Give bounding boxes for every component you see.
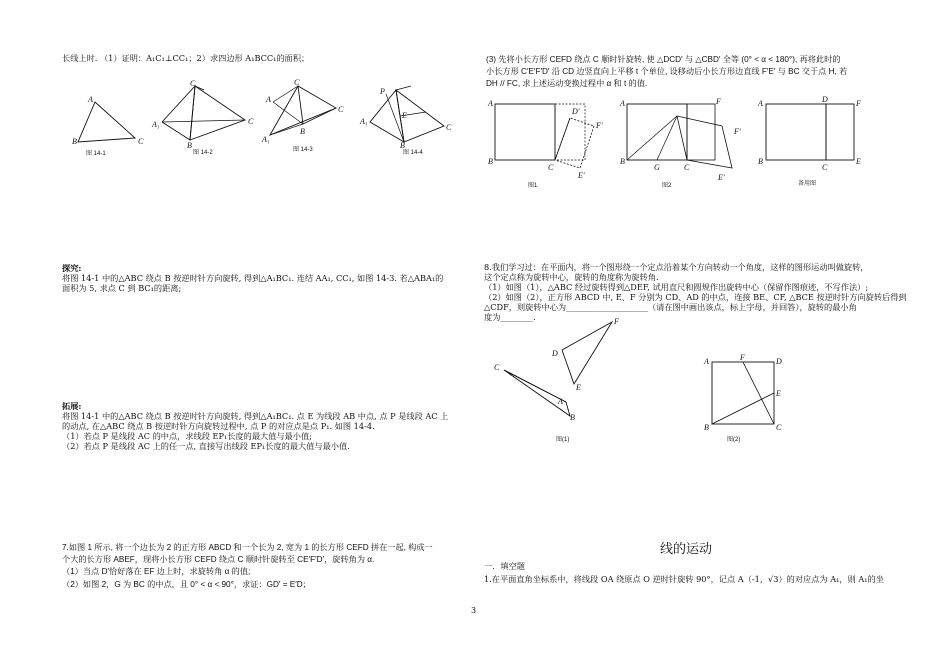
fill-q1-line: 1.在平面直角坐标系中，将线段 OA 绕原点 O 逆时针旋转 90°，记点 A（-1，√3）的对应点为 A₁，则 A₁的坐 (484, 574, 884, 584)
label-d: D (776, 357, 782, 366)
label-fp: F′ (596, 121, 603, 130)
label-c: C (338, 105, 344, 114)
q3-figure-spare (758, 96, 868, 176)
q8-caption-1: 图(1) (556, 437, 570, 443)
figure-14-1 (70, 92, 150, 162)
label-f: F (614, 317, 619, 326)
label-b: B (187, 141, 192, 150)
label-c1: C (294, 78, 300, 87)
top-line: 长线上时. （1）证明：A₁C₁⊥CC₁；2）求四边形 A₁BCC₁的面积； (62, 53, 310, 63)
label-c: C (776, 423, 782, 432)
explore-line-1: 将图 14-1 中的△ABC 绕点 B 按逆时针方向旋转, 得到△A₁BC₁. 连结 AA₁, CC₁, 如图 14-3. 若△ABA₁的 (62, 273, 444, 283)
caption-fig-14-4: 图 14-4 (403, 150, 423, 156)
caption-fig-14-2: 图 14-2 (193, 150, 213, 156)
q3-line-3: DH // FC, 求上述运动变换过程中 α 和 t 的值. (486, 79, 648, 88)
section-sub: 一．填空题 (484, 561, 525, 571)
q7-line-4: （2）如图 2，G 为 BC 的中点，且 0° < α < 90°，求证：GD′ = E′D； (62, 580, 311, 589)
q3-figure-2 (622, 96, 752, 186)
q3-figure-1 (490, 96, 610, 186)
q8-line-3: （1）如图（1），△ABC 经过旋转得到△DEF, 试用直尺和圆规作出旋转中心（保留作图痕迹，不写作法）; (484, 282, 869, 292)
label-a: A (558, 397, 563, 406)
label-a: A (88, 95, 93, 104)
label-c: C (548, 163, 554, 172)
label-a: A (620, 99, 625, 108)
label-b: B (72, 137, 77, 146)
label-b: B (570, 413, 575, 422)
q8-line-2: 这个定点称为旋转中心，旋转的角度称为旋转角. (484, 272, 659, 282)
label-p: P (380, 87, 385, 96)
label-e: E (776, 389, 781, 398)
caption-fig-14-1: 图 14-1 (86, 151, 106, 157)
label-d: D (552, 349, 558, 358)
q8-line-5: △CDF，则旋转中心为____________________（请在图中画出该点，标上字母，并回答），旋转的最小角 (484, 302, 857, 312)
extend-line-2: 的动点, 在△ABC 绕点 B 按逆时针方向旋转过程中, 点 P 的对应点是点 P₁. 如图 14-4. (62, 421, 375, 431)
label-c: C (684, 163, 690, 172)
caption-fig-14-3: 图 14-3 (293, 147, 313, 153)
extend-line-4: （2）若点 P 是线段 AC 上的任一点, 直接写出线段 EP₁长度的最大值与最小值. (62, 441, 350, 451)
label-a: A (704, 357, 709, 366)
label-c: C (248, 117, 254, 126)
label-e: E (402, 111, 407, 120)
explore-line-2: 面积为 5, 求点 C 到 BC₁的距离; (62, 283, 182, 293)
explore-heading: 探究: (62, 263, 82, 273)
label-b: B (400, 141, 405, 150)
q3-caption-spare: 备用图 (798, 181, 817, 187)
label-g: G (654, 163, 660, 172)
label-c: C (494, 363, 500, 372)
q8-figure-1 (492, 318, 632, 438)
q7-line-2: 个大的长方形 ABEF，现将小长方形 CEFD 绕点 C 顺时针旋转至 CE′F′D′，旋转角为 α. (62, 555, 375, 564)
q8-figure-2 (700, 352, 800, 436)
label-f: F (716, 97, 721, 106)
label-b: B (488, 157, 493, 166)
label-a: A (488, 99, 493, 108)
label-d: D (822, 95, 828, 104)
label-c1: C (190, 79, 196, 88)
label-e: E (576, 383, 581, 392)
page-number: 3 (471, 606, 477, 615)
label-b: B (620, 157, 625, 166)
extend-heading: 拓展: (62, 401, 82, 411)
q8-line-6: 度为________. (484, 312, 536, 322)
label-e: E (856, 157, 861, 166)
q8-caption-2: 图(2) (727, 437, 741, 443)
q3-caption-2: 图2 (662, 183, 672, 189)
label-c: C (138, 137, 144, 146)
q8-line-4: （2）如图（2），正方形 ABCD 中, E、F 分别为 CD、AD 的中点，连接 BE、CF, △BCE 按逆时针方向旋转后得到 (484, 292, 907, 302)
label-a1: A₁ (152, 120, 160, 129)
q3-caption-1: 图1 (528, 183, 538, 189)
figure-14-4 (356, 82, 456, 152)
label-b: B (704, 423, 709, 432)
figure-14-3 (258, 80, 348, 150)
label-b: B (300, 127, 305, 136)
q3-line-2: 小长方形 C′E′F′D′ 沿 CD 边竖直向上平移 t 个单位, 设移动后小长方形边直线 F′E′ 与 BC 交于点 H, 若 (486, 67, 848, 76)
label-a: A (266, 95, 271, 104)
label-dp: D′ (572, 107, 580, 116)
q3-line-1: (3) 先将小长方形 CEFD 绕点 C 顺时针旋转, 使 △DCD′ 与 △CBD′ 全等 (0° < α < 180°), 再将此时的 (486, 55, 841, 64)
label-ep: E′ (578, 171, 585, 180)
label-a1: A₁ (360, 117, 368, 126)
label-fp: F′ (734, 127, 741, 136)
label-f: F (740, 353, 745, 362)
label-f: F (856, 99, 861, 108)
label-b: B (758, 157, 763, 166)
extend-line-1: 将图 14-1 中的△ABC 绕点 B 按逆时针方向旋转, 得到△A₁BC₁. 点 E 为线段 AB 中点, 点 P 是线段 AC 上 (62, 411, 449, 421)
section-title: 线的运动 (660, 542, 713, 557)
extend-line-3: （1）若点 P 是线段 AC 的中点，求线段 EP₁长度的最大值与最小值; (62, 431, 312, 441)
label-ep: E′ (718, 173, 725, 182)
q7-line-3: （1）当点 D′恰好落在 EF 边上时，求旋转角 α 的值; (62, 567, 251, 576)
figure-14-2 (150, 79, 260, 152)
label-c: C (822, 163, 828, 172)
label-a: A (758, 99, 763, 108)
q8-line-1: 8.我们学习过：在平面内，将一个图形绕一个定点沿着某个方向转动一个角度，这样的图形运动叫做旋转， (484, 262, 869, 272)
label-c: C (446, 123, 452, 132)
q7-line-1: 7.如图 1 所示, 将一个边长为 2 的正方形 ABCD 和一个长为 2, 宽为 1 的长方形 CEFD 拼在一起, 构成一 (62, 543, 433, 552)
label-a1: A₁ (262, 135, 270, 144)
